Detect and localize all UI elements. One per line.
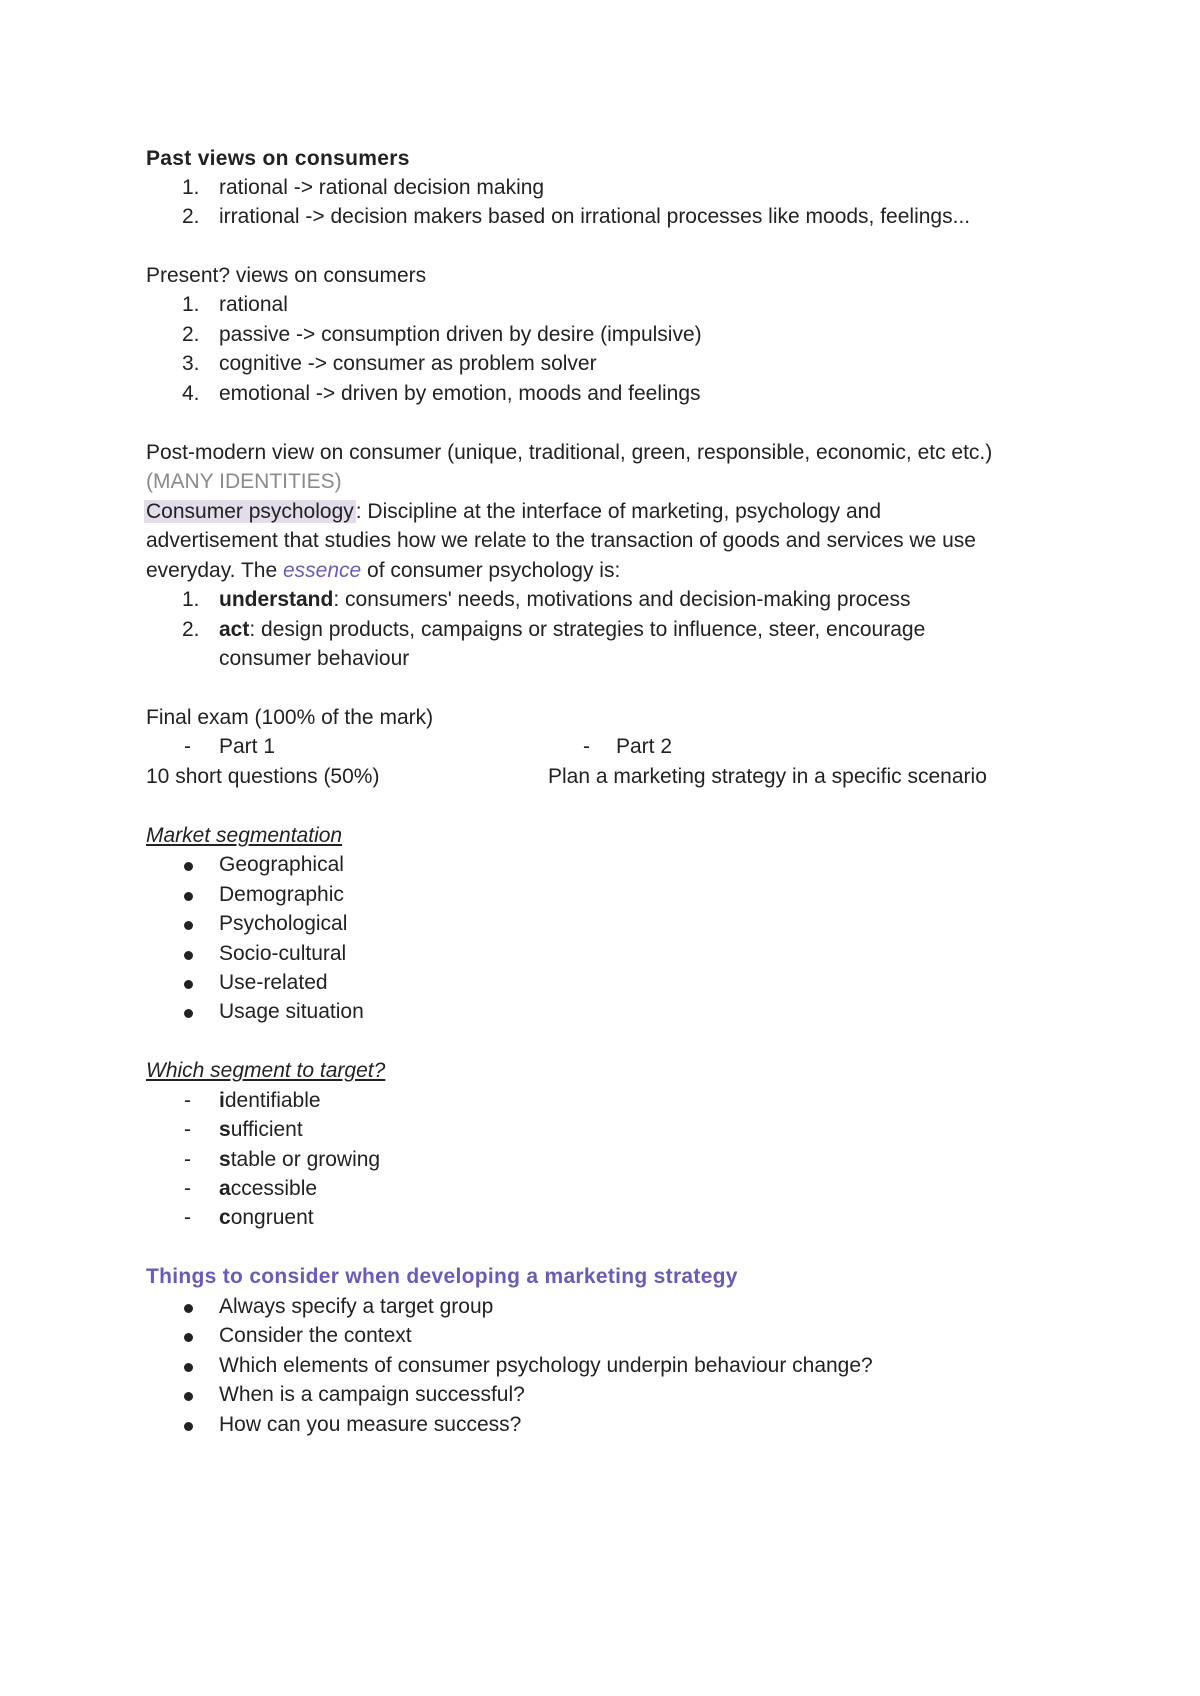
- item-text: table or growing: [230, 1148, 381, 1171]
- market-segmentation-heading: Market segmentation: [146, 824, 343, 847]
- exam-part-2: Part 2: [616, 735, 673, 758]
- list-item: passive -> consumption driven by desire (impulsive): [219, 323, 702, 346]
- list-item: Geographical: [219, 853, 344, 876]
- strategy-heading: Things to consider when developing a marketing strategy: [146, 1265, 738, 1288]
- dash-marker: -: [184, 1118, 191, 1141]
- exam-part-1-desc: 10 short questions (50%): [146, 765, 380, 788]
- dash-marker: -: [184, 1089, 191, 1112]
- present-views-heading: Present? views on consumers: [146, 264, 427, 287]
- initial-letter: a: [219, 1177, 231, 1200]
- which-segment-heading: Which segment to target?: [146, 1059, 386, 1082]
- item-text: : consumers' needs, motivations and decision-making process: [333, 588, 911, 611]
- list-item: Which elements of consumer psychology underpin behaviour change?: [219, 1354, 873, 1377]
- bullet-icon: [182, 881, 194, 893]
- list-number: 1.: [182, 588, 200, 611]
- postmodern-line: Post-modern view on consumer (unique, traditional, green, responsible, economic, etc etc.): [146, 441, 993, 464]
- list-item: When is a campaign successful?: [219, 1383, 525, 1406]
- dash-marker: -: [184, 1177, 191, 1200]
- exam-part-2-desc: Plan a marketing strategy in a specific scenario: [548, 765, 987, 788]
- highlighted-term: Consumer psychology: [146, 500, 354, 523]
- list-item: Usage situation: [219, 1000, 364, 1023]
- item-text: dentifiable: [224, 1089, 321, 1112]
- initial-letter: s: [219, 1118, 231, 1141]
- list-number: 2.: [182, 205, 200, 228]
- dash-marker: -: [184, 735, 191, 758]
- definition-line-2: advertisement that studies how we relate to the transaction of goods and services we use: [146, 529, 976, 552]
- list-item: cognitive -> consumer as problem solver: [219, 352, 597, 375]
- list-item: Psychological: [219, 912, 348, 935]
- definition-text: of consumer psychology is:: [361, 559, 621, 582]
- list-item: emotional -> driven by emotion, moods and feelings: [219, 382, 701, 405]
- keyword: understand: [219, 588, 334, 611]
- list-item: [219, 1146, 380, 1174]
- definition-line-3: [146, 557, 620, 585]
- bullet-icon: [182, 1293, 194, 1305]
- bullet-icon: [182, 998, 194, 1010]
- initial-letter: s: [219, 1148, 231, 1171]
- bullet-icon: [182, 1352, 194, 1364]
- list-item: rational -> rational decision making: [219, 176, 545, 199]
- bullet-icon: [182, 1322, 194, 1334]
- dash-marker: -: [583, 735, 590, 758]
- item-text: : design products, campaigns or strategies to influence, steer, encourage: [249, 618, 926, 641]
- bullet-icon: [182, 851, 194, 863]
- list-item: rational: [219, 293, 288, 316]
- past-views-heading: Past views on consumers: [146, 147, 410, 170]
- item-text: ufficient: [230, 1118, 303, 1141]
- list-number: 2.: [182, 618, 200, 641]
- item-text: ongruent: [230, 1206, 314, 1229]
- essence-word: essence: [282, 559, 362, 582]
- bullet-icon: [182, 969, 194, 981]
- initial-letter: i: [219, 1089, 225, 1112]
- list-item: [219, 1116, 303, 1144]
- list-number: 1.: [182, 176, 200, 199]
- many-identities-note: (MANY IDENTITIES): [146, 470, 342, 493]
- list-number: 4.: [182, 382, 200, 405]
- list-item: [219, 1087, 321, 1115]
- list-item-continuation: consumer behaviour: [219, 647, 410, 670]
- list-item: Socio-cultural: [219, 942, 347, 965]
- initial-letter: c: [219, 1206, 231, 1229]
- item-text: ccessible: [230, 1177, 318, 1200]
- bullet-icon: [182, 1411, 194, 1423]
- list-item: [219, 616, 925, 644]
- bullet-icon: [182, 1381, 194, 1393]
- list-item: Use-related: [219, 971, 328, 994]
- dash-marker: -: [184, 1148, 191, 1171]
- list-number: 3.: [182, 352, 200, 375]
- list-item: Demographic: [219, 883, 344, 906]
- definition-text: : Discipline at the interface of marketing, psychology and: [355, 500, 882, 523]
- bullet-icon: [182, 910, 194, 922]
- list-item: irrational -> decision makers based on irrational processes like moods, feelings...: [219, 205, 971, 228]
- keyword: act: [219, 618, 250, 641]
- exam-part-1: Part 1: [219, 735, 276, 758]
- list-item: Consider the context: [219, 1324, 412, 1347]
- bullet-icon: [182, 940, 194, 952]
- list-item: [219, 586, 910, 614]
- definition-text: everyday. The: [146, 559, 283, 582]
- list-number: 1.: [182, 293, 200, 316]
- list-item: [219, 1175, 317, 1203]
- final-exam-title: Final exam (100% of the mark): [146, 706, 434, 729]
- dash-marker: -: [184, 1206, 191, 1229]
- definition-line-1: [146, 498, 881, 526]
- list-number: 2.: [182, 323, 200, 346]
- list-item: [219, 1204, 314, 1232]
- list-item: How can you measure success?: [219, 1413, 522, 1436]
- list-item: Always specify a target group: [219, 1295, 494, 1318]
